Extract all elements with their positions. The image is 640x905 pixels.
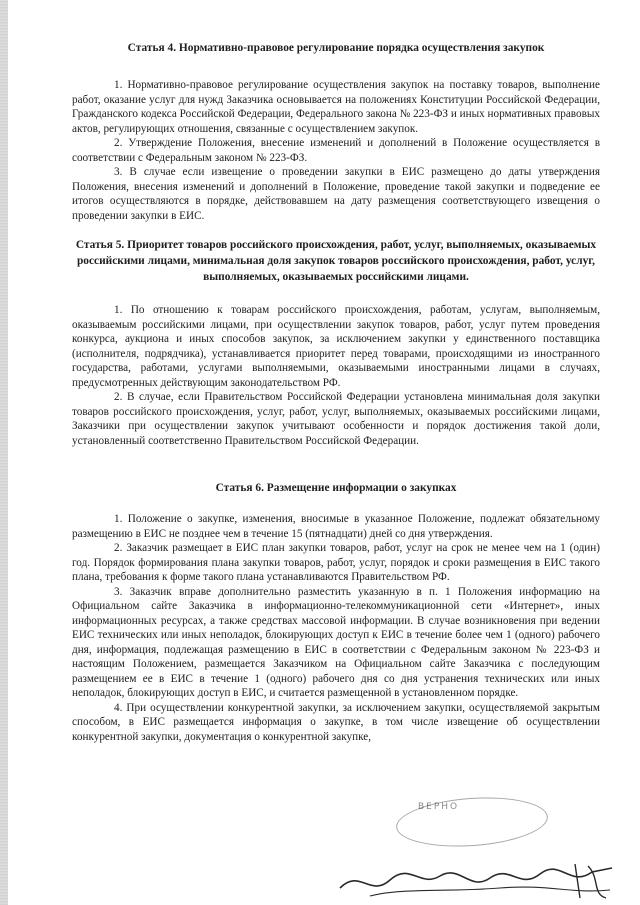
document-page: [72, 40, 600, 744]
scan-edge: [0, 0, 8, 905]
article-4-title: Статья 4. Нормативно-правовое регулирование порядка осуществления закупок: [127, 42, 545, 54]
article-4-paragraph-3: 3. В случае если извещение о проведении закупки в ЕИС размещено до даты утверждения Положения, внесения изменений и дополнений в Положение, проведение такой закупки и подведение ее итогов осуществляются в порядке, действовавшем на дату размещения соответствующего извещения о проведении закупки в ЕИС.: [72, 166, 600, 222]
handwritten-signature: [330, 858, 620, 904]
article-6-paragraph-3: 3. Заказчик вправе дополнительно разместить указанную в п. 1 Положения информацию на Официальном сайте Заказчика в информационно-телекоммуникационной сети «Интернет», иных информационных ресурсах, а также средствах массовой информации. В случае возникновения при ведении ЕИС технических или иных неполадок, блокирующих доступ к ЕИС в течение более чем 1 (одного) рабочего дня, информация, подлежащая размещению в ЕИС в соответствии с Федеральным законом № 223-ФЗ и настоящим Положением, размещается Заказчиком на Официальном сайте Заказчика с последующим размещением ее в ЕИС в течение 1 (одного) рабочего дня со дня устранения технических или иных неполадок, блокирующих доступ в ЕИС, и считается размещенной в установленном порядке.: [72, 585, 600, 699]
article-5-paragraph-1: 1. По отношению к товарам российского происхождения, работам, услугам, выполняемым, оказываемым российскими лицами, при осуществлении закупок товаров, работ, услуг путем проведения конкурса, аукциона и иных способов закупок, за исключением закупки у единственного поставщика (исполнителя, подрядчика), устанавливается приоритет перед товарами, происходящими из иностранного государства, работами, услугами выполняемыми, оказываемыми иностранными лицами в случаях, предусмотренных действующим законодательством РФ.: [72, 304, 600, 389]
article-6-paragraph-2: 2. Заказчик размещает в ЕИС план закупки товаров, работ, услуг на срок не менее чем на 1 (один) год. Порядок формирования плана закупки товаров, работ, услуг, порядок и сроки размещения в ЕИС такого плана, требования к форме такого плана устанавливаются Правительством РФ.: [72, 542, 600, 583]
article-4-paragraph-2: 2. Утверждение Положения, внесение изменений и дополнений в Положение осуществляется в соответствии с Федеральным законом № 223-ФЗ.: [72, 137, 600, 164]
article-6-title: Статья 6. Размещение информации о закупках: [215, 482, 457, 494]
article-4-paragraph-1: 1. Нормативно-правовое регулирование осуществления закупок на поставку товаров, выполнение работ, оказание услуг для нужд Заказчика основывается на положениях Конституции Российской Федерации, Гражданского кодекса Российской Федерации, Федерального закона № 223-ФЗ и иных нормативных правовых актов, регулирующих отношения, связанные с осуществлением закупок.: [72, 79, 600, 135]
article-5-paragraph-2: 2. В случае, если Правительством Российской Федерации установлена минимальная доля закупки товаров российского происхождения, услуг, работ, услуг, выполняемых, оказываемых российскими лицами, Заказчики при осуществлении закупок учитывают особенности и порядок достижения такой доли, установленный соответственно Правительством Российской Федерации.: [72, 391, 600, 447]
article-6-paragraph-4: 4. При осуществлении конкурентной закупки, за исключением закупки, осуществляемой закрытым способом, в ЕИС размещается информация о закупке, в том числе извещение об осуществлении конкурентной закупки, документация о конкурентной закупке,: [72, 701, 600, 743]
stamp-text: ВЕРНО: [418, 802, 460, 812]
article-6-paragraph-1: 1. Положение о закупке, изменения, вносимые в указанное Положение, подлежат обязательному размещению в ЕИС не позднее чем в течение 15 (пятнадцати) дней со дня утверждения.: [72, 513, 600, 540]
article-5-title: Статья 5. Приоритет товаров российского происхождения, работ, услуг, выполняемых, оказываемых российскими лицами, минимальная доля закупок товаров российского происхождения, работ, услуг, выполняемых, оказываемых российскими лицами.: [75, 239, 597, 283]
